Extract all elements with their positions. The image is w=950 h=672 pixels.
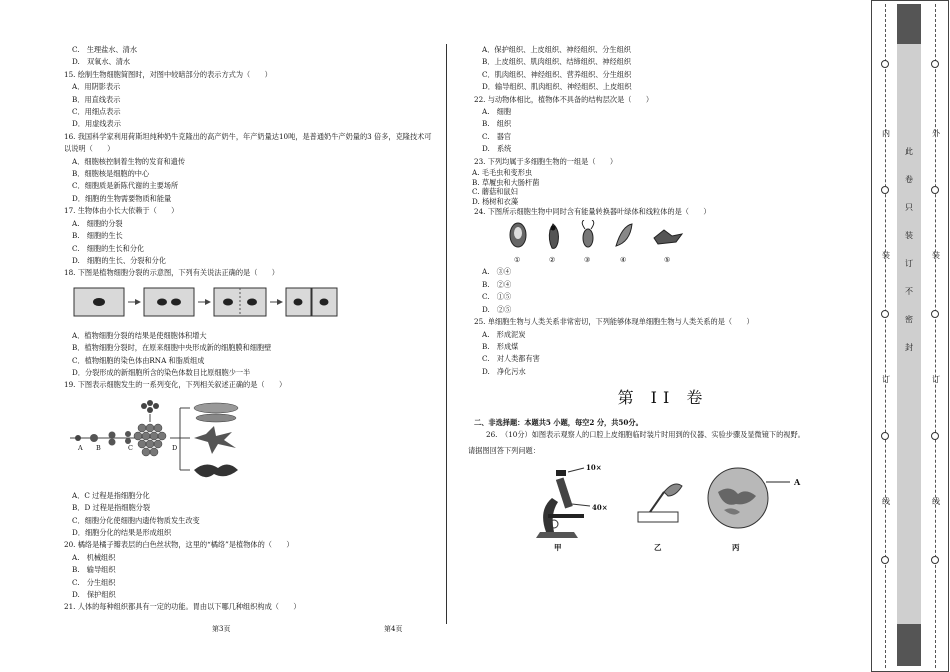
fig19-label-d: D bbox=[172, 443, 178, 452]
fig24-label-5: ⑤ bbox=[664, 256, 671, 265]
left-a-line: C．细胞质是新陈代谢的主要场所 bbox=[72, 181, 179, 191]
right-page bbox=[468, 44, 858, 552]
left-a-line: C. 细胞的生长和分化 bbox=[72, 243, 145, 253]
left-page bbox=[58, 44, 436, 614]
left-c-line: B．D 过程是指细胞分裂 bbox=[72, 503, 151, 513]
right-a-line: C. 器官 bbox=[482, 131, 512, 141]
right-b-line: C. 对人类都有害 bbox=[482, 354, 540, 364]
binding-gray-band bbox=[897, 4, 921, 666]
mag-label-40x: 40× bbox=[592, 502, 608, 512]
left-b-line: A．植物细胞分裂的结果是使细胞体积增大 bbox=[72, 330, 207, 340]
binding-dark-top bbox=[897, 4, 921, 44]
figure-microscope bbox=[468, 462, 858, 552]
left-questions-b bbox=[58, 330, 436, 392]
right-a-line: D．输导组织、肌肉组织、神经组织、上皮组织 bbox=[482, 82, 632, 92]
left-b-line: D．分裂形成的新细胞所含的染色体数目比原细胞少一半 bbox=[72, 367, 251, 377]
inner-cut-line bbox=[885, 4, 886, 668]
binding-notice-char: 封 bbox=[905, 343, 913, 352]
left-a-line: B. 细胞的生长 bbox=[72, 231, 123, 241]
left-a-line: B．细胞核是细胞的中心 bbox=[72, 169, 150, 179]
left-a-line: 15. 绘制生物细胞简图时，对图中较暗部分的表示方式为（ ） bbox=[64, 69, 272, 79]
left-c-line: 20. 橘络是橘子瓣表层的白色丝状物，这里的“橘络”是植物体的（ ） bbox=[64, 540, 294, 550]
figure-cell-division bbox=[72, 284, 436, 324]
inner-binding-char: 内 bbox=[882, 129, 890, 138]
outer-binding-char: 订 bbox=[932, 375, 940, 384]
left-c-line: C. 分生组织 bbox=[72, 577, 116, 587]
left-a-line: A．细胞核控制着生物的发育和遗传 bbox=[72, 156, 186, 166]
binding-hole bbox=[881, 186, 889, 194]
left-a-line: D．细胞的生物需要物质和能量 bbox=[72, 193, 172, 203]
left-a-line: 17. 生物体由小长大依赖于（ ） bbox=[64, 206, 179, 216]
right-a-line: A．保护组织、上皮组织、神经组织、分生组织 bbox=[482, 45, 631, 54]
binding-dark-bottom bbox=[897, 624, 921, 666]
fig24-label-2: ② bbox=[549, 256, 556, 265]
left-c-line: A. 机械组织 bbox=[72, 552, 116, 562]
fig24-label-1: ① bbox=[514, 256, 521, 265]
mag-label-10x: 10× bbox=[586, 462, 602, 472]
outer-cut-line bbox=[935, 4, 936, 668]
page-number-left: 第3页 bbox=[212, 625, 231, 633]
binding-hole bbox=[931, 60, 939, 68]
binding-hole bbox=[881, 60, 889, 68]
fig24-label-4: ④ bbox=[620, 256, 627, 265]
left-a-line: D．用虚线表示 bbox=[72, 119, 121, 129]
microscope-diagram bbox=[468, 462, 808, 552]
caption-bing: 丙 bbox=[732, 542, 740, 552]
right-b-line: A. ③④ bbox=[482, 267, 512, 277]
left-a-line: C．用细点表示 bbox=[72, 107, 121, 117]
right-a-line: 23. 下列均属于多细胞生物的一组是（ ） bbox=[474, 156, 618, 166]
right-b-line: D. ②⑤ bbox=[482, 304, 512, 314]
right-b-line: C. ①⑤ bbox=[482, 292, 512, 302]
page-divider bbox=[446, 44, 447, 624]
right-b-line: B. ②④ bbox=[482, 279, 512, 289]
left-c-line: D．细胞分化的结果是形成组织 bbox=[72, 527, 172, 537]
fig19-label-c: C bbox=[128, 443, 133, 452]
caption-jia: 甲 bbox=[554, 542, 562, 552]
q23-option: A. 毛毛虫和变形虫 bbox=[472, 168, 533, 178]
question-26: 26. （10分）如图表示观察人的口腔上皮细胞临时装片时用到的仪器、实验步骤及显微镜下的视野。 bbox=[486, 429, 805, 439]
answer-prompt: 请据图回答下列问题： bbox=[468, 446, 540, 456]
fig19-label-b: B bbox=[96, 443, 101, 452]
left-a-line: A. 细胞的分裂 bbox=[72, 218, 123, 228]
outer-binding-char: 装 bbox=[932, 251, 940, 260]
q23-options bbox=[468, 168, 858, 206]
fig19-label-a: A bbox=[78, 443, 83, 452]
binding-notice-char: 装 bbox=[905, 231, 913, 240]
binding-notice-char: 密 bbox=[905, 315, 913, 324]
inner-binding-char: 订 bbox=[882, 375, 890, 384]
q23-option: C. 蘑菇和鼠妇 bbox=[472, 187, 518, 197]
unicellular-organisms bbox=[498, 220, 698, 254]
right-b-line: A. 形成泥炭 bbox=[482, 329, 526, 339]
binding-hole bbox=[881, 310, 889, 318]
outer-binding-char: 外 bbox=[932, 129, 940, 138]
caption-yi: 乙 bbox=[654, 542, 662, 552]
left-a-line: A．用阴影表示 bbox=[72, 82, 121, 92]
q23-option: B. 草履虫和大肠杆菌 bbox=[472, 177, 540, 187]
right-b-line: B. 形成煤 bbox=[482, 341, 519, 351]
binding-hole bbox=[931, 186, 939, 194]
question-24: 24. 下图所示细胞生物中同时含有能量转换器叶绿体和线粒体的是（ ） bbox=[474, 207, 711, 217]
left-b-line: B．植物细胞分裂时，在原来细胞中央形成新的细胞膜和细胞壁 bbox=[72, 343, 272, 353]
left-questions-a bbox=[58, 44, 436, 280]
left-a-line: 18. 下图是植物细胞分裂的示意图，下列有关说法正确的是（ ） bbox=[64, 268, 279, 278]
left-c-line: C．细胞分化使细胞内遗传物质发生改变 bbox=[72, 515, 200, 525]
inner-binding-char: 线 bbox=[882, 497, 890, 506]
cell-division-diagram bbox=[72, 284, 342, 320]
binding-notice-char: 只 bbox=[905, 203, 913, 212]
left-a-line: D. 细胞的生长、分裂和分化 bbox=[72, 255, 167, 265]
binding-hole bbox=[881, 556, 889, 564]
figure-cell-changes bbox=[66, 398, 436, 486]
section-title: 第 II 卷 bbox=[617, 388, 709, 408]
left-b-line: 19. 下图表示细胞发生的一系列变化，下列相关叙述正确的是（ ） bbox=[64, 380, 287, 390]
right-b-line: 25. 单细胞生物与人类关系非常密切，下列能够体现单细胞生物与人类关系的是（ ） bbox=[474, 317, 754, 327]
page-number-right: 第4页 bbox=[384, 625, 403, 633]
right-a-line: D. 系统 bbox=[482, 144, 512, 154]
right-questions-a bbox=[468, 44, 858, 168]
right-a-line: B. 组织 bbox=[482, 119, 512, 129]
binding-hole bbox=[931, 432, 939, 440]
binding-notice-char: 不 bbox=[905, 287, 913, 296]
right-b-line: D. 净化污水 bbox=[482, 366, 526, 376]
right-questions-b bbox=[468, 266, 858, 378]
right-a-line: 22. 与动物体相比，植物体不具备的结构层次是（ ） bbox=[474, 94, 654, 104]
left-c-line: B. 输导组织 bbox=[72, 565, 116, 575]
binding-margin bbox=[871, 0, 949, 672]
right-a-line: A. 细胞 bbox=[482, 107, 512, 117]
q23-option: D. 杨树和衣藻 bbox=[472, 196, 519, 206]
binding-hole bbox=[931, 310, 939, 318]
left-c-line: A．C 过程是指细胞分化 bbox=[72, 490, 150, 500]
left-a-line: 16. 我国科学家利用荷斯坦纯种奶牛克隆出的高产奶牛，年产奶量达10吨，是普通奶牛产奶量的3 倍多，克隆技术可以说明（ ） bbox=[64, 131, 432, 154]
section-heading: 二、非选择题：本题共5 小题，每空2 分，共50分。 bbox=[474, 417, 643, 427]
binding-notice-char: 订 bbox=[905, 259, 913, 268]
left-c-line: D. 保护组织 bbox=[72, 590, 116, 599]
binding-notice-char: 此 bbox=[905, 147, 913, 156]
outer-binding-char: 线 bbox=[932, 497, 940, 506]
left-a-line: D. 双氧水、清水 bbox=[72, 57, 131, 67]
figure-unicellular bbox=[498, 220, 858, 264]
left-b-line: C．植物细胞的染色体由RNA 和脂质组成 bbox=[72, 355, 205, 365]
left-questions-c bbox=[58, 490, 436, 614]
binding-notice-char: 卷 bbox=[905, 175, 913, 184]
binding-hole bbox=[881, 432, 889, 440]
right-a-line: C．肌肉组织、神经组织、营养组织、分生组织 bbox=[482, 69, 632, 79]
left-c-line: 21. 人体的每种组织都具有一定的功能。胃由以下哪几种组织构成（ ） bbox=[64, 602, 301, 612]
structure-label-a: A bbox=[794, 476, 801, 487]
left-a-line: B．用直线表示 bbox=[72, 94, 121, 104]
left-a-line: C. 生理盐水、清水 bbox=[72, 45, 138, 54]
binding-hole bbox=[931, 556, 939, 564]
inner-binding-char: 装 bbox=[882, 251, 890, 260]
fig24-label-3: ③ bbox=[584, 256, 591, 265]
right-a-line: B．上皮组织、肌肉组织、结缔组织、神经组织 bbox=[482, 57, 632, 67]
